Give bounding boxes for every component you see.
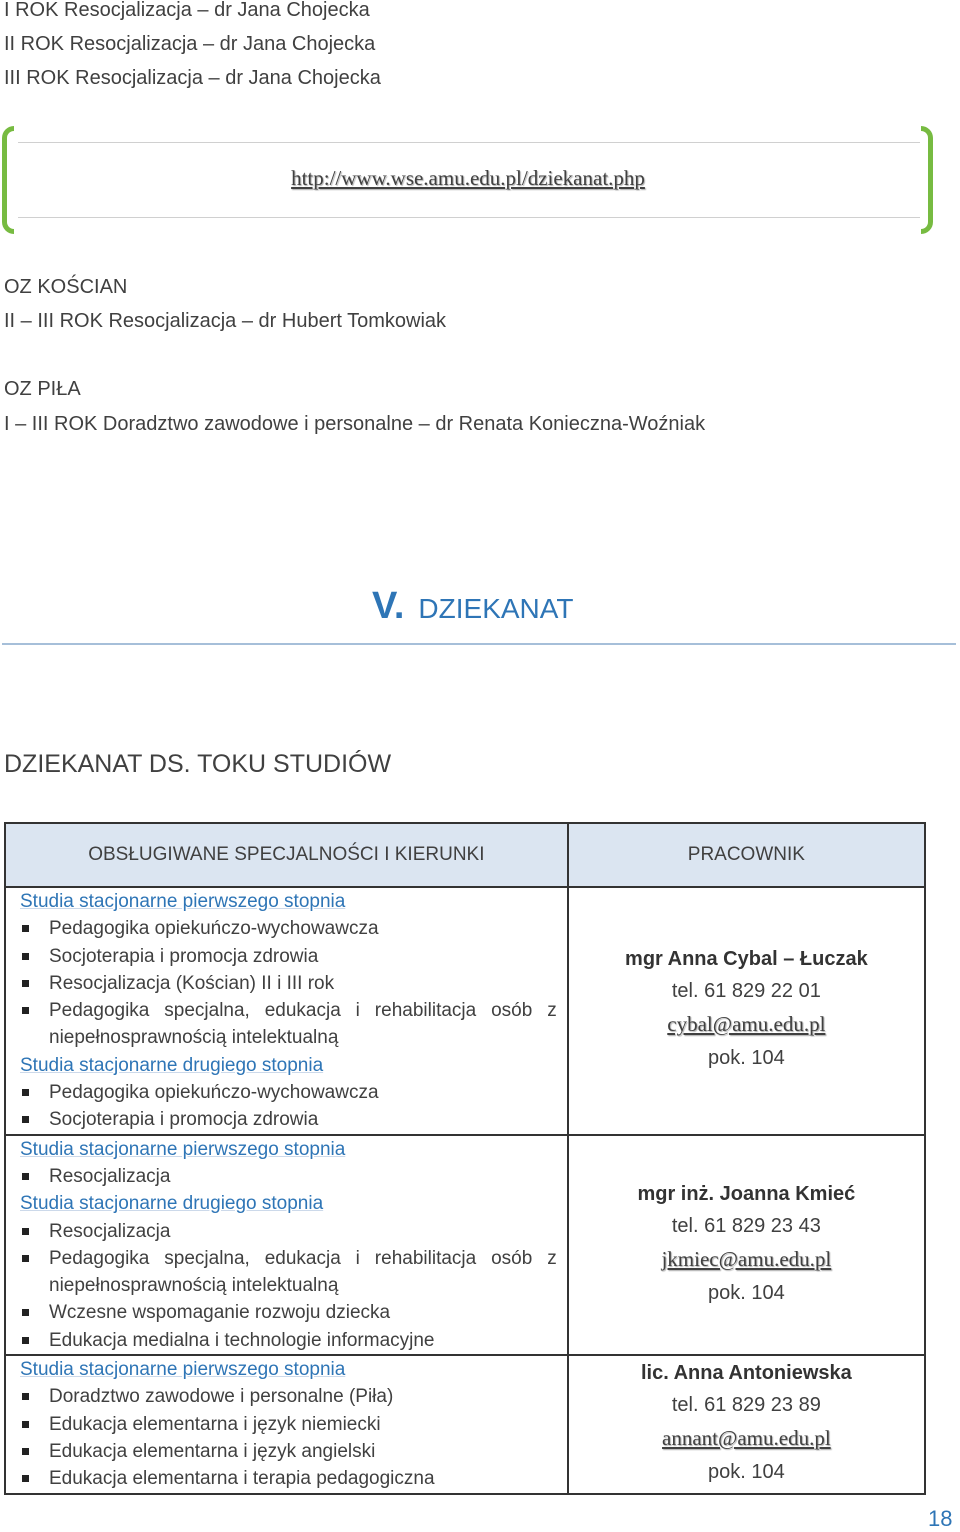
list-item: Pedagogika specjalna, edukacja i rehabilitacja osób z niepełnosprawnością intelektualną <box>6 1245 567 1300</box>
study-level-label: Studia stacjonarne drugiego stopnia <box>20 1054 324 1076</box>
list-item: Edukacja elementarna i terapia pedagogiczna <box>6 1465 567 1492</box>
employee-email-link[interactable]: jkmiec@amu.edu.pl <box>661 1246 832 1271</box>
table-row <box>5 1355 925 1493</box>
list-item: Edukacja elementarna i język angielski <box>6 1438 567 1465</box>
specialties-cell <box>5 887 568 1135</box>
link-box-bottom-rule <box>18 217 920 218</box>
header-specialties: OBSŁUGIWANE SPECJALNOŚCI I KIERUNKI <box>5 823 568 887</box>
employee-room: pok. 104 <box>707 1461 785 1484</box>
employee-name: lic. Anna Antoniewska <box>640 1362 852 1385</box>
list-item: Wczesne wspomaganie rozwoju dziecka <box>6 1299 567 1326</box>
section-rule <box>2 643 956 645</box>
list-item: Socjoterapia i promocja zdrowia <box>6 943 567 970</box>
section-number: V. <box>372 585 405 627</box>
study-level-label: Studia stacjonarne pierwszego stopnia <box>20 1138 346 1160</box>
top-line-2: II ROK Resocjalizacja – dr Jana Chojecka <box>4 33 376 55</box>
contact-cell <box>568 1355 925 1493</box>
employee-email-link[interactable]: annant@amu.edu.pl <box>662 1426 831 1451</box>
employee-phone: tel. 61 829 23 43 <box>671 1214 821 1237</box>
top-line-3: III ROK Resocjalizacja – dr Jana Chojecka <box>4 67 381 89</box>
right-bracket <box>921 126 933 234</box>
section-heading: DZIEKANAT <box>418 593 574 624</box>
employee-email-link[interactable]: cybal@amu.edu.pl <box>667 1012 826 1036</box>
dean-office-table <box>4 822 926 1495</box>
specialties-cell <box>5 1135 568 1355</box>
list-item: Pedagogika specjalna, edukacja i rehabilitacja osób z niepełnosprawnością intelektualną <box>6 997 567 1052</box>
employee-room: pok. 104 <box>707 1047 785 1069</box>
study-level-label: Studia stacjonarne pierwszego stopnia <box>20 1359 346 1381</box>
study-level-label: Studia stacjonarne drugiego stopnia <box>20 1193 324 1215</box>
dziekanat-link[interactable]: http://www.wse.amu.edu.pl/dziekanat.php <box>291 166 645 190</box>
oz-koscian-title: OZ KOŚCIAN <box>4 276 128 298</box>
list-item: Socjoterapia i promocja zdrowia <box>6 1106 567 1133</box>
list-item: Resocjalizacja <box>6 1218 567 1245</box>
oz-pila-title: OZ PIŁA <box>4 378 81 400</box>
oz-koscian-line: II – III ROK Resocjalizacja – dr Hubert Tomkowiak <box>4 310 447 332</box>
contact-cell <box>568 1135 925 1355</box>
top-line-1: I ROK Resocjalizacja – dr Jana Chojecka <box>4 0 370 21</box>
employee-name: mgr inż. Joanna Kmieć <box>637 1182 856 1205</box>
employee-phone: tel. 61 829 22 01 <box>671 980 821 1002</box>
employee-name: mgr Anna Cybal – Łuczak <box>625 948 868 970</box>
section-title <box>372 585 573 628</box>
list-item: Resocjalizacja (Kościan) II i III rok <box>6 970 567 997</box>
study-level-label: Studia stacjonarne pierwszego stopnia <box>20 891 346 912</box>
list-item: Edukacja elementarna i język niemiecki <box>6 1411 567 1438</box>
employee-room: pok. 104 <box>707 1281 785 1304</box>
table-row <box>5 1135 925 1355</box>
table-header-row <box>5 823 925 887</box>
page-number: 18 <box>928 1506 953 1531</box>
list-item: Pedagogika opiekuńczo-wychowawcza <box>6 1079 567 1106</box>
table-row <box>5 887 925 1135</box>
contact-cell <box>568 887 925 1135</box>
employee-phone: tel. 61 829 23 89 <box>671 1394 821 1417</box>
list-item: Edukacja medialna i technologie informacyjne <box>6 1327 567 1354</box>
list-item: Doradztwo zawodowe i personalne (Piła) <box>6 1383 567 1410</box>
link-box-top-rule <box>18 142 920 143</box>
oz-pila-line: I – III ROK Doradztwo zawodowe i personalne – dr Renata Konieczna-Woźniak <box>4 413 706 435</box>
list-item: Pedagogika opiekuńczo-wychowawcza <box>6 915 567 942</box>
subheading: DZIEKANAT DS. TOKU STUDIÓW <box>4 750 392 778</box>
header-employee: PRACOWNIK <box>568 823 925 887</box>
list-item: Resocjalizacja <box>6 1163 567 1190</box>
specialties-cell <box>5 1355 568 1493</box>
